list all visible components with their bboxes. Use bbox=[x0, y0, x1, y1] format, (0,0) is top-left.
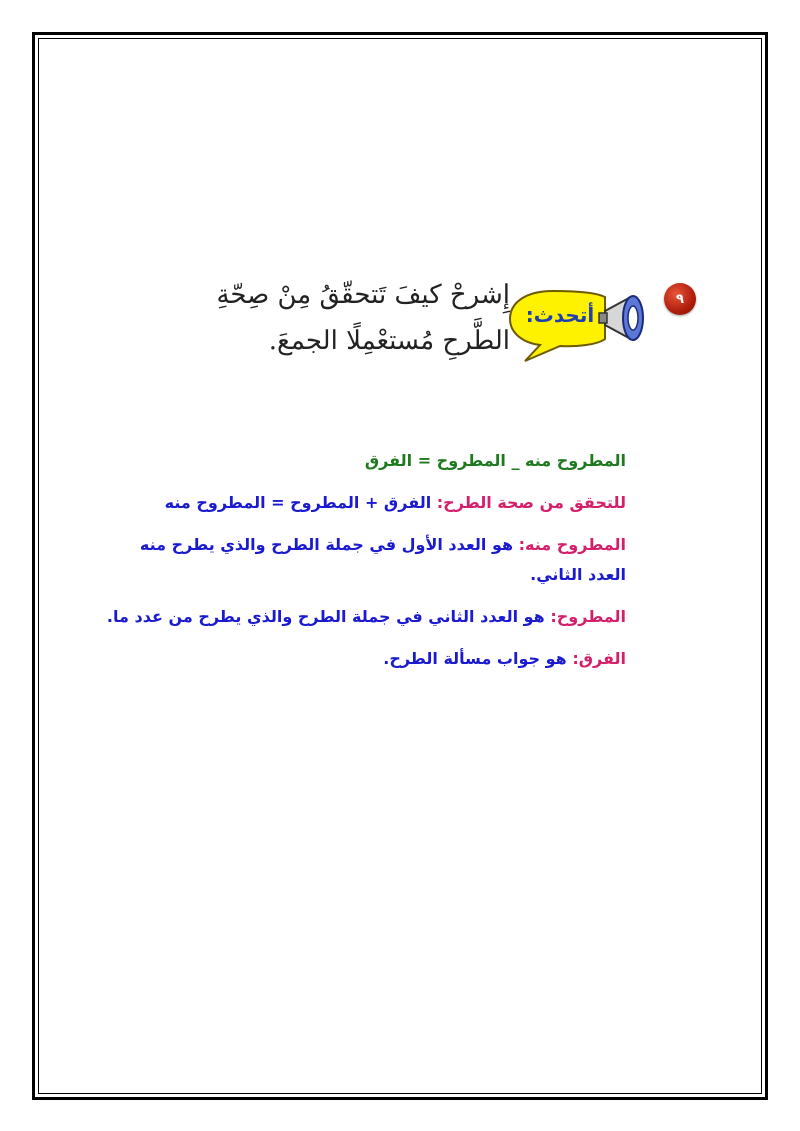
difference-label: الفرق: bbox=[572, 649, 626, 668]
exercise-number: ٩ bbox=[676, 291, 684, 307]
prompt-line-1: إِشرحْ كيفَ تَتحقّقُ مِنْ صِحّةِ bbox=[216, 280, 510, 310]
subtrahend-text: هو العدد الثاني في جملة الطرح والذي يطرح من عدد ما. bbox=[106, 607, 545, 626]
check-text: الفرق + المطروح = المطروح منه bbox=[164, 493, 432, 512]
exercise-number-badge bbox=[664, 283, 696, 315]
minuend-text: هو العدد الأول في جملة الطرح والذي يطرح منه العدد الثاني. bbox=[139, 535, 626, 584]
check-label: للتحقق من صحة الطرح: bbox=[436, 493, 626, 512]
difference-text: هو جواب مسألة الطرح. bbox=[383, 649, 567, 668]
megaphone-icon bbox=[597, 287, 659, 349]
difference-definition bbox=[98, 644, 626, 674]
speak-label: أتحدث: bbox=[525, 303, 595, 327]
formula-line: المطروح منه _ المطروح = الفرق bbox=[364, 451, 626, 470]
minuend-definition bbox=[98, 530, 626, 590]
exercise-prompt bbox=[190, 272, 510, 364]
subtrahend-definition bbox=[98, 602, 626, 632]
prompt-line-2: الطَّرحِ مُستعْمِلًا الجمعَ. bbox=[268, 326, 510, 356]
notes-section bbox=[98, 446, 626, 686]
subtrahend-label: المطروح: bbox=[550, 607, 626, 626]
minuend-label: المطروح منه: bbox=[518, 535, 626, 554]
check-line bbox=[98, 488, 626, 518]
